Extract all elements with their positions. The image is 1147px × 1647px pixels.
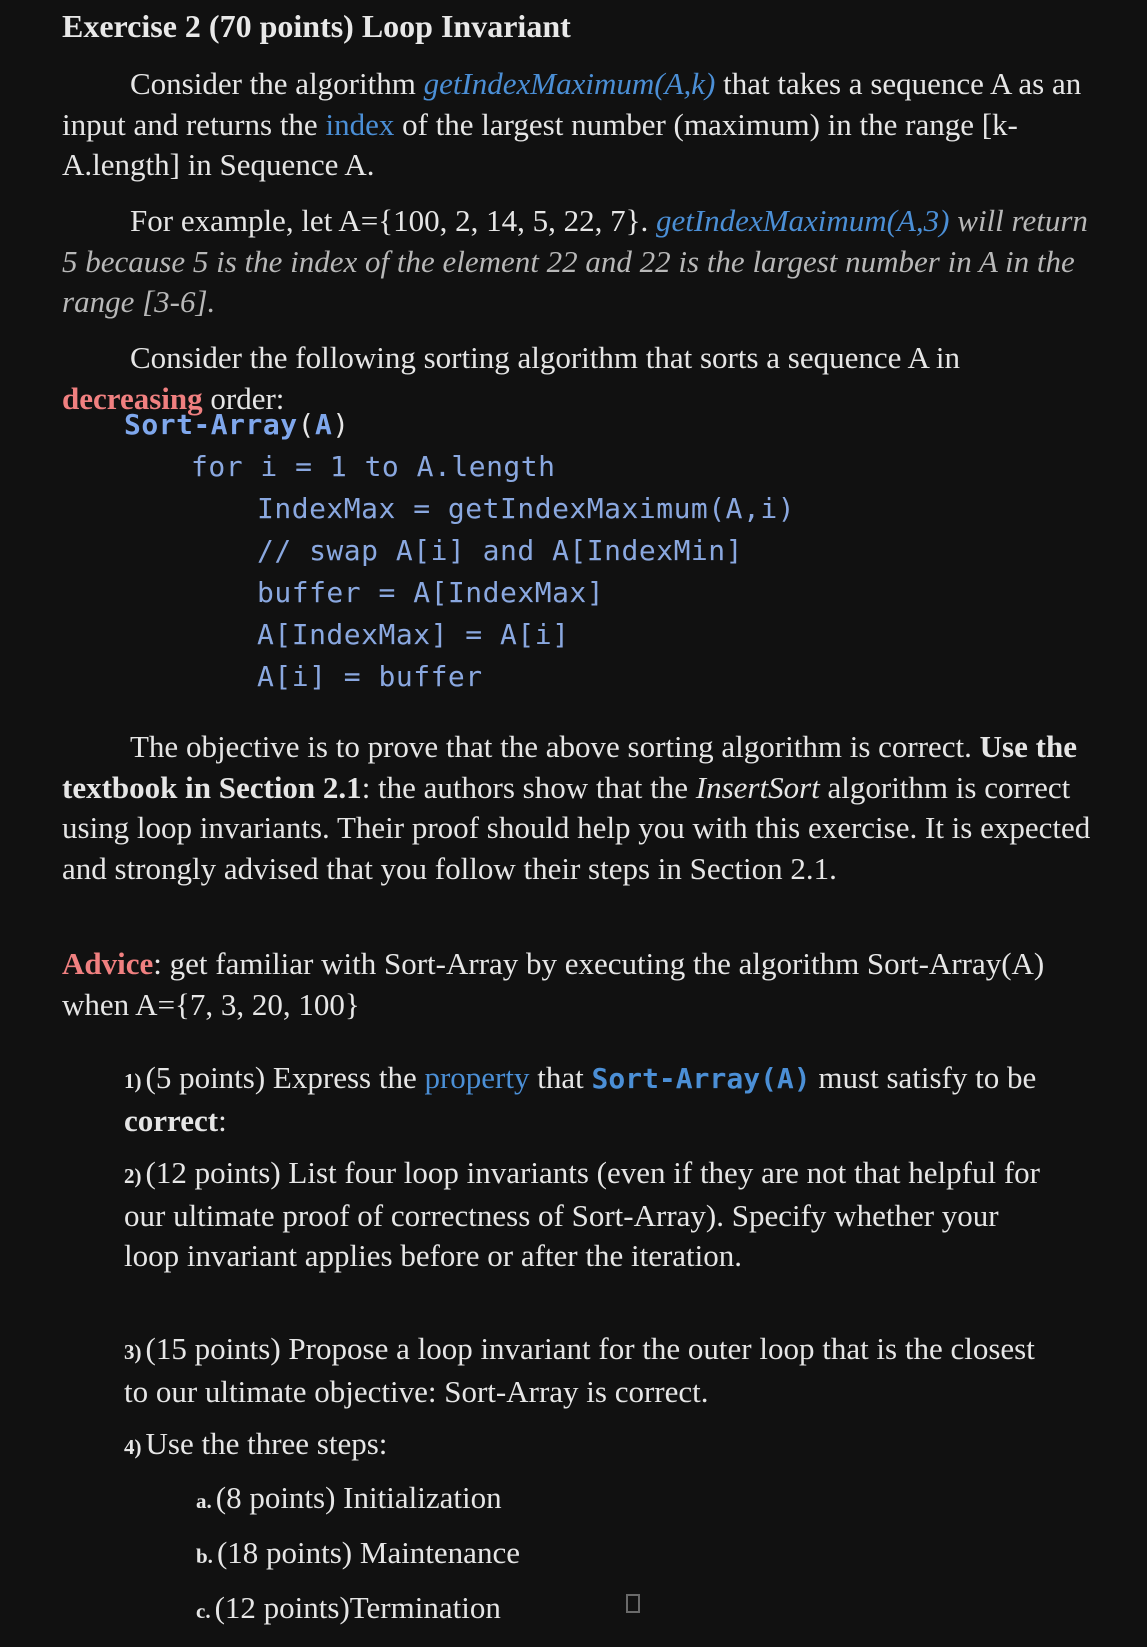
step-text: (8 points) Initialization xyxy=(215,1480,502,1515)
code-line-4: buffer = A[IndexMax] xyxy=(257,576,605,609)
text: that xyxy=(529,1060,592,1095)
code-line-2: IndexMax = getIndexMaximum(A,i) xyxy=(257,492,796,525)
text: that takes a sequence A as an input and returns the xyxy=(62,66,1082,142)
sort-array-code: Sort-Array(A) xyxy=(591,1062,811,1095)
question-3 xyxy=(124,1329,1064,1412)
question-number: 4) xyxy=(124,1435,142,1459)
text: order: xyxy=(202,380,285,416)
step-text: (12 points)Termination xyxy=(214,1590,501,1625)
code-paren: ) xyxy=(332,408,350,441)
step-maintenance xyxy=(196,1535,520,1571)
question-2 xyxy=(124,1153,1044,1276)
question-text: (15 points) Propose a loop invariant for the outer loop that is the closest to our ultimate objective: Sort-Array is correct. xyxy=(124,1331,1035,1409)
exercise-title: Exercise 2 (70 points) Loop Invariant xyxy=(62,8,571,44)
question-text: Use the three steps: xyxy=(145,1426,388,1461)
example-result: will return 5 because 5 is the index of the element 22 and 22 is the largest number in A in the range [3-6]. xyxy=(62,203,1088,319)
insertsort-term: InsertSort xyxy=(695,769,820,805)
text: For example, let A={100, 2, 14, 5, 22, 7}. xyxy=(130,203,656,238)
text: Consider the algorithm xyxy=(130,66,424,101)
step-letter: b. xyxy=(196,1544,213,1568)
paragraph-objective xyxy=(62,727,1102,889)
paragraph-advice xyxy=(62,944,1102,1025)
code-paren: ( xyxy=(297,408,315,441)
paragraph-description xyxy=(62,64,1102,186)
paragraph-example xyxy=(62,201,1102,323)
property-term: property xyxy=(424,1060,530,1095)
step-letter: a. xyxy=(196,1489,212,1513)
text: of the largest number (maximum) in the range [k-A.length] in Sequence A. xyxy=(62,106,1018,182)
code-function-name: Sort-Array xyxy=(124,408,298,441)
step-termination xyxy=(196,1590,501,1626)
step-text: (18 points) Maintenance xyxy=(216,1535,520,1570)
correct-term: correct xyxy=(124,1103,219,1138)
text: algorithm is correct using loop invariants. Their proof should help you with this exercise. It is expected and strongly advised that you follow their steps in Section 2.1. xyxy=(62,769,1091,886)
decreasing-term: decreasing xyxy=(62,380,203,416)
text: : get familiar with Sort-Array by executing the algorithm Sort-Array(A) when A={7, 3, 20, 100} xyxy=(62,946,1045,1022)
function-call: getIndexMaximum(A,3) xyxy=(655,203,950,238)
text: Consider the following sorting algorithm that sorts a sequence A in xyxy=(130,340,960,375)
function-name: getIndexMaximum(A,k) xyxy=(423,66,716,101)
question-number: 1) xyxy=(124,1069,142,1093)
code-signature xyxy=(124,408,350,441)
question-4 xyxy=(124,1424,1024,1467)
paragraph-algorithm-intro xyxy=(62,338,1102,419)
question-number: 3) xyxy=(124,1340,142,1364)
question-number: 2) xyxy=(124,1164,142,1188)
textbook-reference: Use the textbook in Section 2.1 xyxy=(62,729,1077,805)
text: must satisfy to be xyxy=(810,1060,1037,1095)
text: : xyxy=(218,1103,227,1138)
code-line-5: A[IndexMax] = A[i] xyxy=(257,618,570,651)
step-letter: c. xyxy=(196,1599,211,1623)
code-arg: A xyxy=(314,408,333,441)
step-initialization xyxy=(196,1480,502,1516)
index-term: index xyxy=(325,106,395,142)
question-1 xyxy=(124,1058,1114,1141)
text: The objective is to prove that the above sorting algorithm is correct. xyxy=(130,729,980,764)
text: : the authors show that the xyxy=(361,769,696,805)
text: (5 points) Express the xyxy=(145,1060,425,1095)
code-line-1: for i = 1 to A.length xyxy=(191,450,556,483)
code-line-6: A[i] = buffer xyxy=(257,660,483,693)
question-text: (12 points) List four loop invariants (even if they are not that helpful for our ultimate proof of correctness of Sort-Array). Specify whether your loop invariant applies before or after the iteration. xyxy=(124,1155,1040,1273)
placeholder-box-icon xyxy=(626,1594,640,1613)
code-line-3: // swap A[i] and A[IndexMin] xyxy=(257,534,744,567)
advice-label: Advice xyxy=(62,946,154,981)
